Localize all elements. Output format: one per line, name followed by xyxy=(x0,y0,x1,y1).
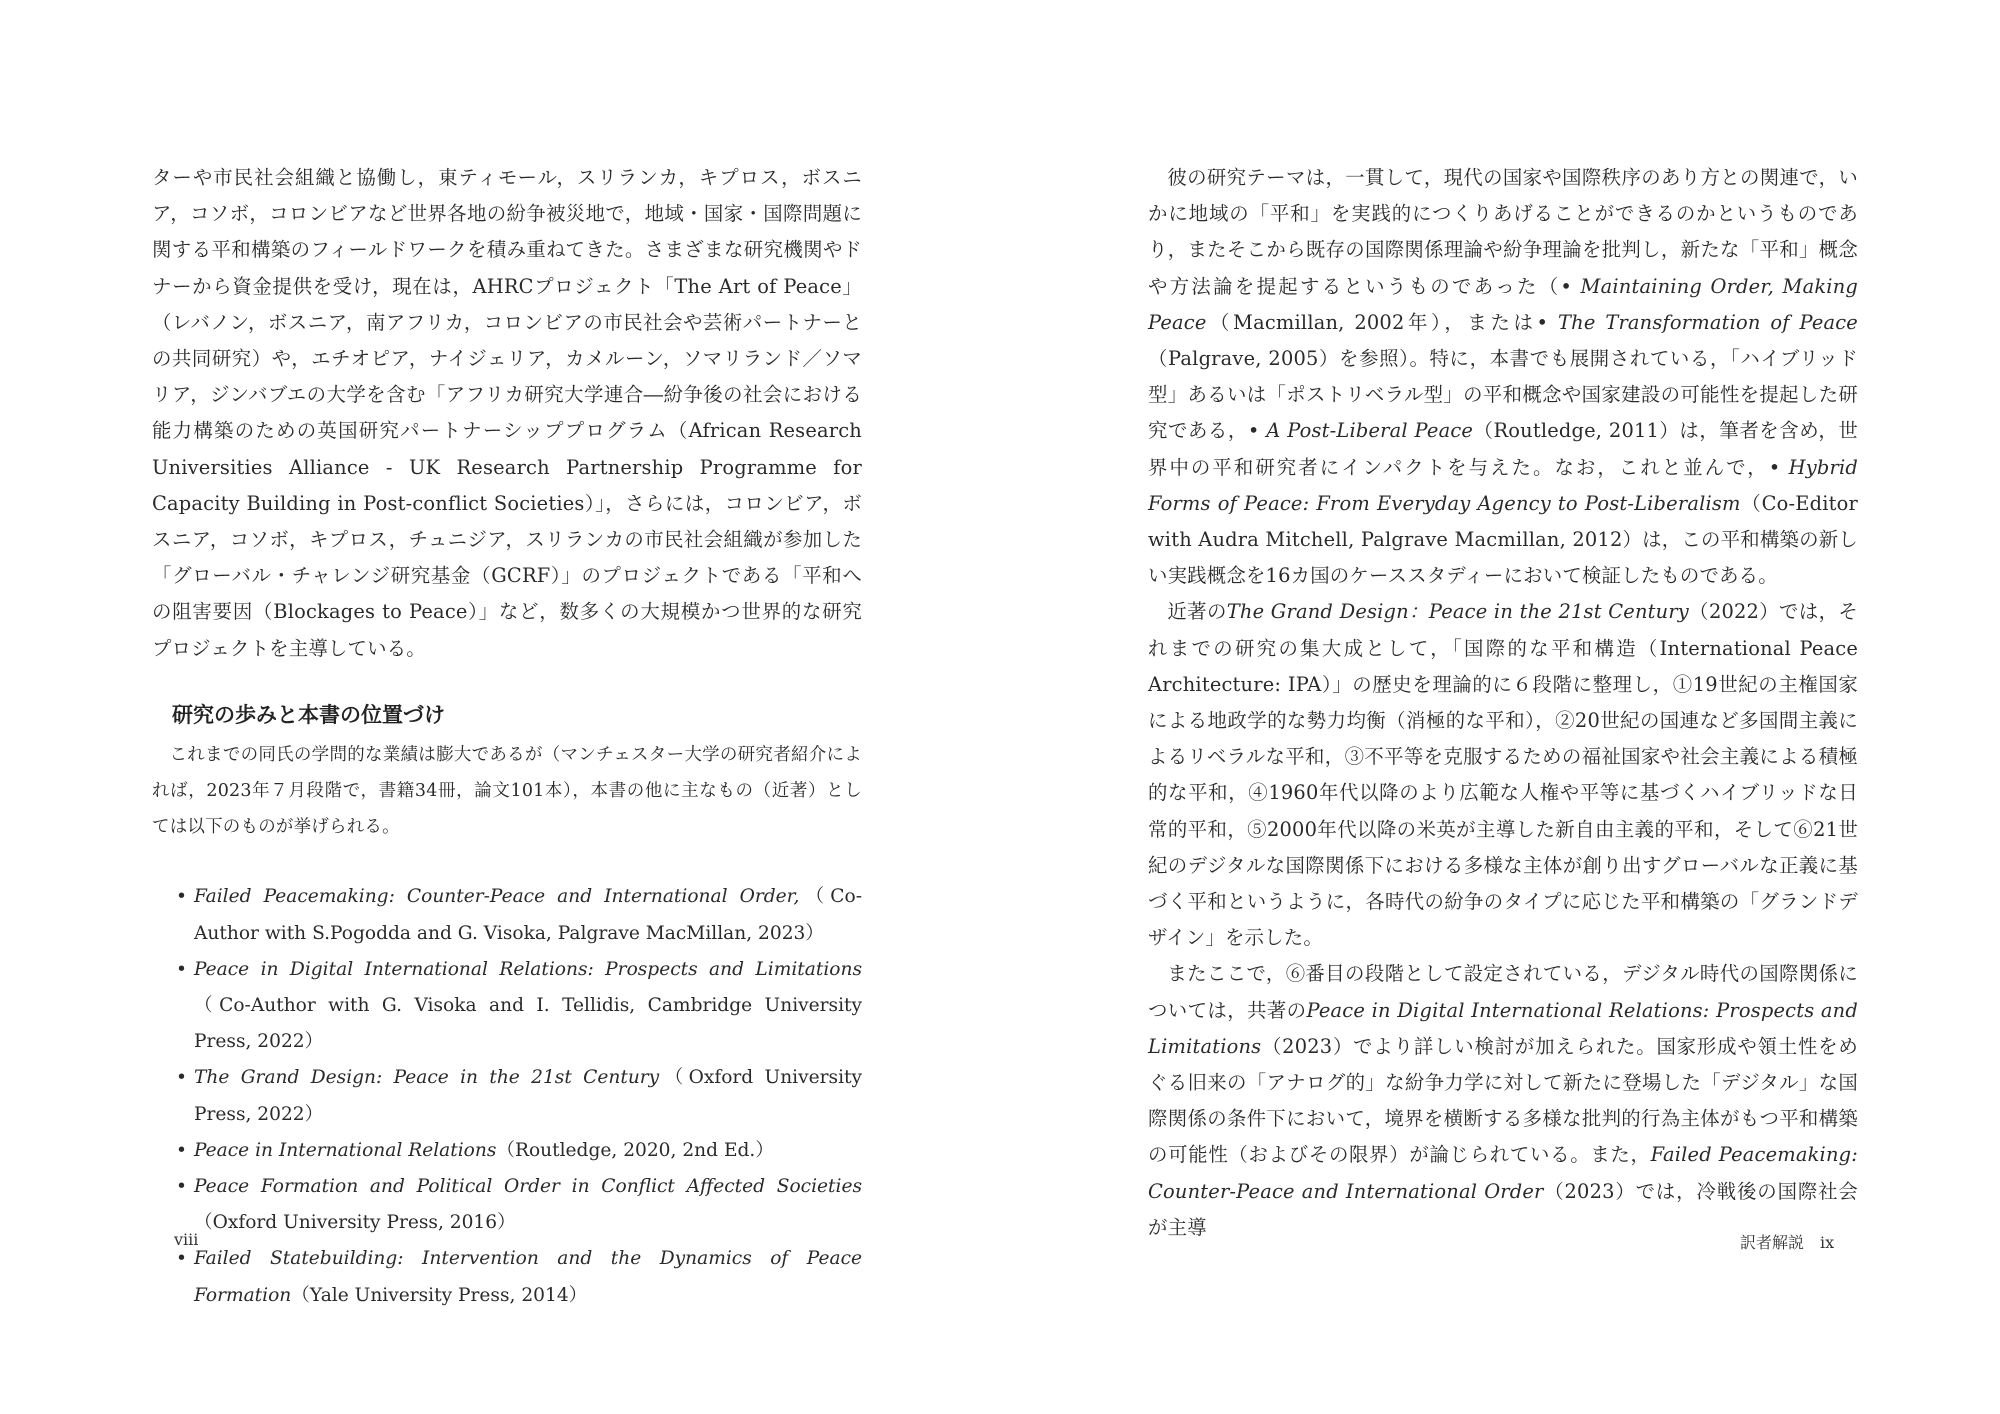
book-title: • A Post-Liberal Peace xyxy=(1247,419,1474,443)
text-run: （Palgrave, 2005）を参照）。特に，本書でも展開されている，「ハイブリッド型」あるいは「ポストリベラル型」の平和概念や国家建設の可能性を提起した研究である， xyxy=(1148,347,1858,443)
book-title: Failed Statebuilding: Intervention and the Dynamics of Peace Formation xyxy=(194,1248,862,1306)
book-title: Failed Peacemaking: Counter-Peace and International Order, xyxy=(194,886,800,908)
bibliography-item xyxy=(152,1060,862,1132)
right-page xyxy=(1148,160,1858,1246)
section-paragraph: これまでの同氏の学問的な業績は膨大であるが（マンチェスター大学の研究者紹介によれば，2023年７月段階で，書籍34冊，論文101本），本書の他に主なもの（近著）としては以下のものが挙げられる。 xyxy=(152,744,862,838)
book-details: （Co-Author with S.Pogodda and G. Visoka, Palgrave MacMillan, 2023） xyxy=(194,886,862,944)
bullet-icon: • xyxy=(176,1176,187,1198)
book-title: Peace in Digital International Relations: Prospects and Limitations xyxy=(194,958,862,980)
book-details: （Oxford University Press, 2022） xyxy=(194,1067,862,1125)
text-run: またここで，⑥番目の段階として設定されている，デジタル時代の国際関係については，共著の xyxy=(1148,962,1858,1022)
bibliography-item xyxy=(152,1133,862,1169)
text-run: （Macmillan, 2002年），または xyxy=(1206,310,1537,334)
intro-paragraph: ターや市民社会組織と協働し，東ティモール，スリランカ，キプロス，ボスニア，コソボ，コロンビアなど世界各地の紛争被災地で，地域・国家・国際問題に関する平和構築のフィールドワークを積み重ねてきた。さまざまな研究機関やドナーから資金提供を受け，現在は，AHRCプロジェクト「The Art of Peace」（レバノン，ボスニア，南アフリカ，コロンビアの市民社会や芸術パートナーとの共同研究）や，エチオピア，ナイジェリア，カメルーン，ソマリランド／ソマリア，ジンバブエの大学を含む「アフリカ研究大学連合―紛争後の社会における能力構築のための英国研究パートナーシッププログラム（African Research Universities Alliance - UK Research Partnership Programme for Capacity Building in Post-conflict Societies）」，さらには，コロンビア，ボスニア，コソボ，キプロス，チュニジア，スリランカの市民社会組織が参加した「グローバル・チャレンジ研究基金（GCRF）」のプロジェクトである「平和への阻害要因（Blockages to Peace）」など，数多くの大規模かつ世界的な研究プロジェクトを主導している。 xyxy=(152,166,862,660)
bullet-icon: • xyxy=(176,1248,187,1270)
text-run: （2023）でより詳しい検討が加えられた。国家形成や領土性をめぐる旧来の「アナログ的」な紛争力学に対して新たに登場した「デジタル」な国際関係の条件下において，境界を横断する多様な批判的行為主体がもつ平和構築の可能性（およびその限界）が論じられている。また， xyxy=(1148,1034,1858,1167)
bibliography-list xyxy=(152,879,862,1313)
text-run: （2023）では，冷戦後の国際社会が主導 xyxy=(1148,1179,1859,1239)
book-title: Peace in Digital International Relations: Prospects and Limitations xyxy=(1148,998,1858,1058)
book-details: （Co-Author with G. Visoka and I. Tellidis, Cambridge University Press, 2022） xyxy=(194,995,862,1053)
book-title: The Grand Design: Peace in the 21st Century xyxy=(194,1067,660,1089)
research-theme-paragraph xyxy=(1148,160,1858,594)
digital-ir-paragraph xyxy=(1148,956,1858,1246)
left-page xyxy=(152,160,862,1314)
book-details: （Yale University Press, 2014） xyxy=(291,1284,588,1306)
book-title: • The Transformation of Peace xyxy=(1536,310,1858,334)
page-number-right: 訳者解説 ix xyxy=(1740,1233,1835,1252)
book-title: Peace in International Relations xyxy=(194,1139,497,1161)
bullet-icon: • xyxy=(176,1067,187,1089)
book-title: • Maintaining Order, Making Peace xyxy=(1148,274,1859,334)
book-title: Failed Peacemaking: Counter-Peace and International Order xyxy=(1148,1143,1858,1203)
text-run: 近著の xyxy=(1167,600,1227,624)
bullet-icon: • xyxy=(176,886,187,908)
text-run: 彼の研究テーマは，一貫して，現代の国家や国際秩序のあり方との関連で，いかに地域の「平和」を実践的につくりあげることができるのかというものであり，またそこから既存の国際関係理論や紛争理論を批判し，新たな「平和」概念や方法論を提起するというものであった（ xyxy=(1148,166,1858,298)
grand-design-paragraph xyxy=(1148,594,1858,956)
bibliography-item xyxy=(152,1169,862,1241)
text-run: （Routledge, 2011）は，筆者を含め，世界中の平和研究者にインパクトを与えた。なお，これと並んで， xyxy=(1148,419,1858,479)
bullet-icon: • xyxy=(176,1139,187,1161)
bullet-icon: • xyxy=(176,958,187,980)
bibliography-item xyxy=(152,1241,862,1313)
page-number-left: viii xyxy=(174,1230,199,1249)
section-heading: 研究の歩みと本書の位置づけ xyxy=(172,702,445,727)
bibliography-item xyxy=(152,952,862,1061)
book-title: Peace Formation and Political Order in Conflict Affected Societies xyxy=(194,1176,862,1198)
text-run: （Co-Editor with Audra Mitchell, Palgrave Macmillan, 2012）は，この平和構築の新しい実践概念を16カ国のケーススタディーにおいて検証したものである。 xyxy=(1148,491,1858,588)
bibliography-item xyxy=(152,879,862,951)
book-title: The Grand Design：Peace in the 21st Century xyxy=(1226,600,1689,624)
book-title: • Hybrid Forms of Peace: From Everyday Agency to Post-Liberalism xyxy=(1148,455,1858,515)
book-details: （Oxford University Press, 2016） xyxy=(194,1212,516,1234)
book-details: （Routledge, 2020, 2nd Ed.） xyxy=(496,1139,774,1161)
text-run: （2022）では，それまでの研究の集大成として，「国際的な平和構造（International Peace Architecture: IPA）」の歴史を理論的に６段階に整理し，①19世紀の主権国家による地政学的な勢力均衡（消極的な平和），②20世紀の国連など多国間主義によるリベラルな平和，③不平等を克服するための福祉国家や社会主義による積極的な平和，④1960年代以降のより広範な人権や平等に基づくハイブリッドな日常的平和，⑤2000年代以降の米英が主導した新自由主義的平和，そして⑥21世紀のデジタルな国際関係下における多様な主体が創り出すグローバルな正義に基づく平和というように，各時代の紛争のタイプに応じた平和構築の「グランドデザイン」を示した。 xyxy=(1148,600,1858,950)
